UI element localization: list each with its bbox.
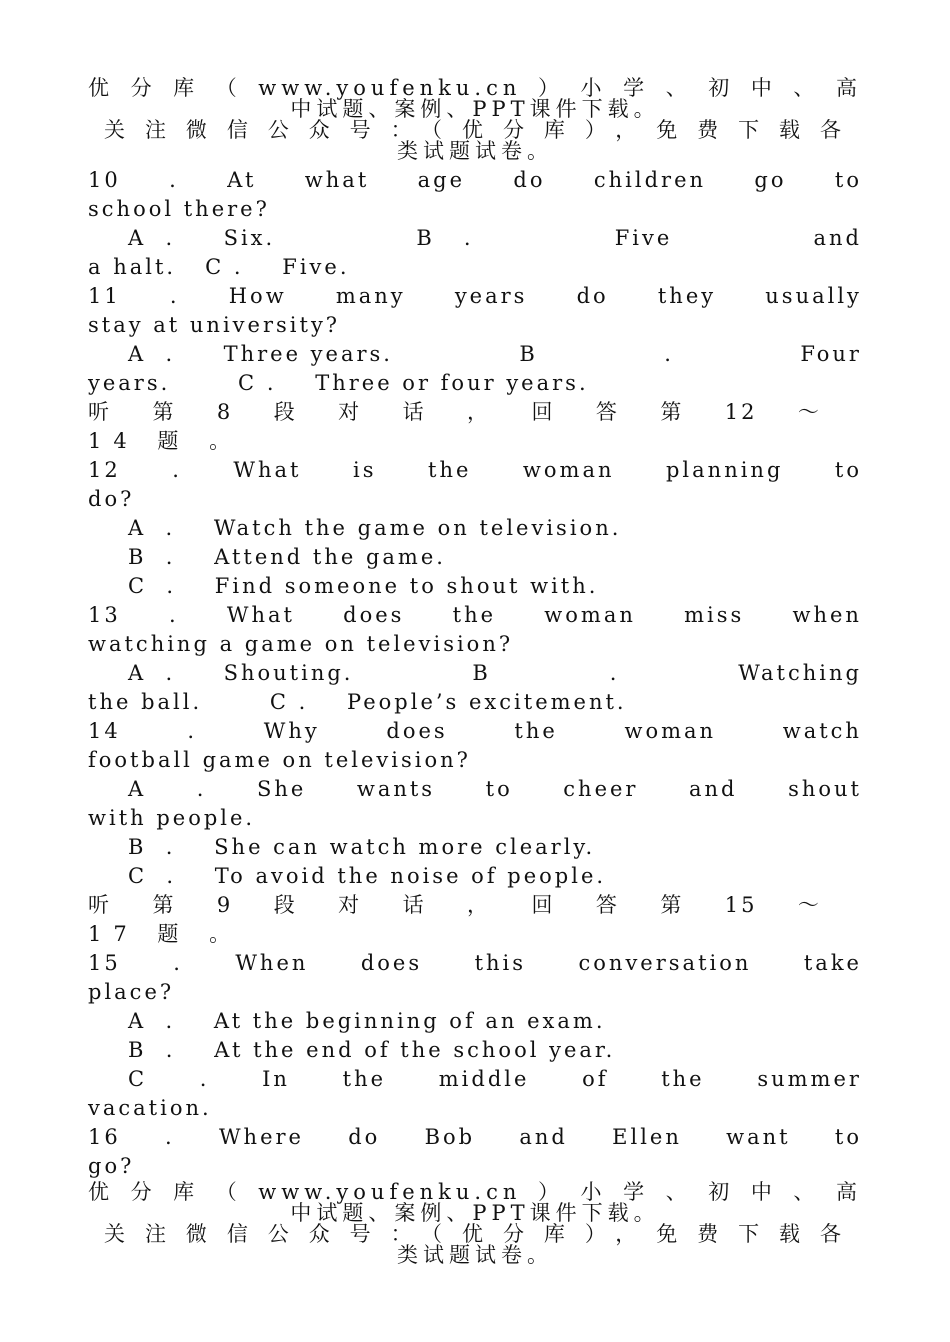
q16-word: want — [726, 1125, 791, 1149]
q12-stem — [88, 456, 862, 485]
q10-word: age — [417, 168, 466, 192]
q13-stem — [88, 601, 862, 630]
page-header — [88, 78, 862, 162]
section-8-heading — [88, 398, 862, 427]
q15-dot: . — [173, 951, 183, 975]
q11-word: years — [454, 284, 528, 308]
footer-line-4: 类试题试卷。 — [397, 1243, 553, 1267]
q11-word: usually — [765, 284, 862, 308]
q12-word: the — [428, 458, 472, 482]
q14-word: woman — [624, 719, 717, 743]
q12-word: planning — [665, 458, 784, 482]
heading-char: ～ — [797, 400, 822, 424]
option-text: Three or four years. — [315, 371, 589, 395]
q15-word: does — [360, 951, 423, 975]
q14-word: watch — [782, 719, 862, 743]
heading-char: 听 — [88, 893, 112, 917]
q13-word: What — [226, 603, 295, 627]
q10-word: At — [227, 168, 257, 192]
option-label: C — [205, 255, 225, 279]
q13-word: woman — [544, 603, 636, 627]
question-list — [88, 166, 862, 1181]
q16-stem — [88, 1123, 862, 1152]
q12-option-a: A . Watch the game on television. — [128, 516, 622, 540]
heading-char: 第 — [660, 893, 685, 917]
header-line-2: 中试题、案例、PPT课件下载。 — [290, 97, 660, 121]
heading-char: 听 — [88, 400, 112, 424]
option-word: In — [262, 1067, 290, 1091]
q16-word: Bob — [424, 1125, 476, 1149]
q11-word: How — [228, 284, 287, 308]
q12-dot: . — [172, 458, 182, 482]
q12-word: to — [834, 458, 862, 482]
q12-stem-cont: do? — [88, 487, 135, 511]
q15-word: conversation — [578, 951, 752, 975]
option-label: B — [519, 342, 538, 366]
option-dot: . — [266, 371, 277, 395]
option-text: People’s excitement. — [347, 690, 627, 714]
heading-char: ， — [467, 893, 491, 917]
q11-word: they — [657, 284, 717, 308]
q14-option-a-cont: with people. — [88, 806, 256, 830]
option-word: summer — [757, 1067, 862, 1091]
q13-dot: . — [168, 603, 179, 627]
option-text: Shouting. — [223, 661, 354, 685]
option-word: middle — [438, 1067, 530, 1091]
option-word: and — [689, 777, 738, 801]
option-label: A — [128, 777, 147, 801]
q11-stem — [88, 282, 862, 311]
option-word: the — [342, 1067, 387, 1091]
option-text: Three years. — [223, 342, 393, 366]
q15-word: When — [235, 951, 309, 975]
q16-word: Ellen — [612, 1125, 682, 1149]
q11-option-a: A . Three years. — [128, 342, 393, 366]
section-8-heading-cont: 14 题 。 — [88, 429, 243, 453]
option-text: years. — [88, 371, 171, 395]
option-label: A — [128, 661, 147, 685]
q10-options-cont — [88, 253, 862, 282]
q10-option-a: A . Six. — [128, 226, 276, 250]
heading-char: 段 — [273, 400, 298, 424]
heading-char: 回 — [531, 400, 556, 424]
q15-stem-cont: place? — [88, 980, 175, 1004]
option-dot: . — [664, 342, 674, 366]
q16-word: do — [348, 1125, 381, 1149]
header-line-3: 关注微信公众号：（优分库），免费下载各 — [104, 118, 846, 142]
option-word: wants — [356, 777, 436, 801]
q15-option-a: A . At the beginning of an exam. — [128, 1009, 606, 1033]
option-text: Four — [800, 342, 862, 366]
q10-option-b-label: B . — [416, 226, 474, 250]
q16-word: to — [834, 1125, 862, 1149]
heading-char: 答 — [595, 400, 620, 424]
q10-word: to — [834, 168, 862, 192]
q15-word: this — [474, 951, 527, 975]
option-text: Five. — [282, 255, 350, 279]
q10-word: do — [513, 168, 546, 192]
q13-stem-cont: watching a game on television? — [88, 632, 514, 656]
q11-options-cont — [88, 369, 862, 398]
q16-stem-cont: go? — [88, 1154, 135, 1178]
footer-line-3: 关注微信公众号：（优分库），免费下载各 — [104, 1222, 846, 1246]
option-label: C — [128, 1067, 148, 1091]
option-word: shout — [788, 777, 862, 801]
q10-word: what — [304, 168, 370, 192]
option-dot: . — [609, 661, 620, 685]
q15-option-b: B . At the end of the school year. — [128, 1038, 616, 1062]
option-label: C — [269, 690, 289, 714]
q14-word: the — [514, 719, 558, 743]
option-word: the — [661, 1067, 705, 1091]
q15-option-c-cont: vacation. — [88, 1096, 212, 1120]
section-9-heading — [88, 891, 862, 920]
section-9-heading-cont: 17 题 。 — [88, 922, 243, 946]
q12-word: woman — [522, 458, 615, 482]
q12-word: is — [353, 458, 377, 482]
q14-dot: . — [187, 719, 198, 743]
q14-word: does — [386, 719, 448, 743]
q12-word: What — [233, 458, 302, 482]
q13-number: 13 — [88, 603, 121, 627]
option-dot: . — [233, 255, 244, 279]
q16-number: 16 — [88, 1125, 121, 1149]
q13-word: when — [792, 603, 862, 627]
option-dot: . — [298, 690, 309, 714]
q10-stem — [88, 166, 862, 195]
option-text: Five — [614, 226, 673, 250]
option-label: A — [128, 226, 147, 250]
q15-word: take — [803, 951, 862, 975]
heading-char: 话 — [402, 893, 427, 917]
option-word: to — [485, 777, 513, 801]
option-label: A — [128, 342, 147, 366]
option-text: Watching — [738, 661, 862, 685]
q14-option-b: B . She can watch more clearly. — [128, 835, 596, 859]
header-line-4: 类试题试卷。 — [397, 139, 553, 163]
q16-word: and — [519, 1125, 568, 1149]
heading-char: 9 — [216, 893, 234, 917]
heading-char: 第 — [152, 400, 177, 424]
q11-dot: . — [169, 284, 180, 308]
q13-word: miss — [684, 603, 745, 627]
q11-stem-cont: stay at university? — [88, 313, 341, 337]
q15-number: 15 — [88, 951, 121, 975]
q14-number: 14 — [88, 719, 121, 743]
q13-word: the — [452, 603, 497, 627]
q13-options — [88, 659, 862, 688]
option-label: C — [238, 371, 258, 395]
heading-char: 8 — [216, 400, 234, 424]
q11-options — [88, 340, 862, 369]
q12-option-c: C . Find someone to shout with. — [128, 574, 599, 598]
option-word: She — [256, 777, 307, 801]
header-line-1: 优分库（www.youfenku.cn）小学、初中、高 — [88, 76, 862, 100]
option-text: and — [813, 226, 862, 250]
option-text: a halt. — [88, 255, 177, 279]
option-label: B — [416, 226, 435, 250]
option-text: Six. — [223, 226, 276, 250]
q12-number: 12 — [88, 458, 121, 482]
q14-option-c: C . To avoid the noise of people. — [128, 864, 607, 888]
heading-char: 15 — [724, 893, 758, 917]
q14-stem — [88, 717, 862, 746]
q13-option-a: A . Shouting. — [128, 661, 354, 685]
q11-number: 11 — [88, 284, 121, 308]
q11-word: do — [576, 284, 609, 308]
q13-word: does — [343, 603, 405, 627]
heading-char: 对 — [338, 400, 363, 424]
heading-char: ， — [467, 400, 491, 424]
q10-dot: . — [169, 168, 179, 192]
heading-char: 第 — [660, 400, 685, 424]
q14-stem-cont: football game on television? — [88, 748, 471, 772]
footer-line-2: 中试题、案例、PPT课件下载。 — [290, 1201, 660, 1225]
footer-line-1: 优分库（www.youfenku.cn）小学、初中、高 — [88, 1180, 862, 1204]
q14-word: Why — [263, 719, 320, 743]
option-word: of — [582, 1067, 609, 1091]
q12-option-b: B . Attend the game. — [128, 545, 446, 569]
heading-char: 段 — [273, 893, 298, 917]
q16-word: Where — [218, 1125, 304, 1149]
q11-word: many — [335, 284, 406, 308]
q13-options-cont — [88, 688, 862, 717]
heading-char: 对 — [338, 893, 363, 917]
heading-char: 12 — [724, 400, 758, 424]
q10-options — [88, 224, 862, 253]
q15-stem — [88, 949, 862, 978]
q15-option-c — [88, 1065, 862, 1094]
option-dot: . — [199, 1067, 210, 1091]
q10-word: children — [593, 168, 707, 192]
option-text: the ball. — [88, 690, 203, 714]
q10-word: go — [754, 168, 787, 192]
q10-stem-cont: school there? — [88, 197, 270, 221]
heading-char: 第 — [152, 893, 177, 917]
q16-dot: . — [165, 1125, 175, 1149]
q14-option-a — [88, 775, 862, 804]
option-label: B — [472, 661, 491, 685]
heading-char: 回 — [531, 893, 556, 917]
page-footer — [88, 1182, 862, 1266]
heading-char: 话 — [402, 400, 427, 424]
heading-char: ～ — [797, 893, 822, 917]
option-word: cheer — [563, 777, 639, 801]
q10-number: 10 — [88, 168, 121, 192]
option-dot: . — [196, 777, 207, 801]
heading-char: 答 — [595, 893, 620, 917]
